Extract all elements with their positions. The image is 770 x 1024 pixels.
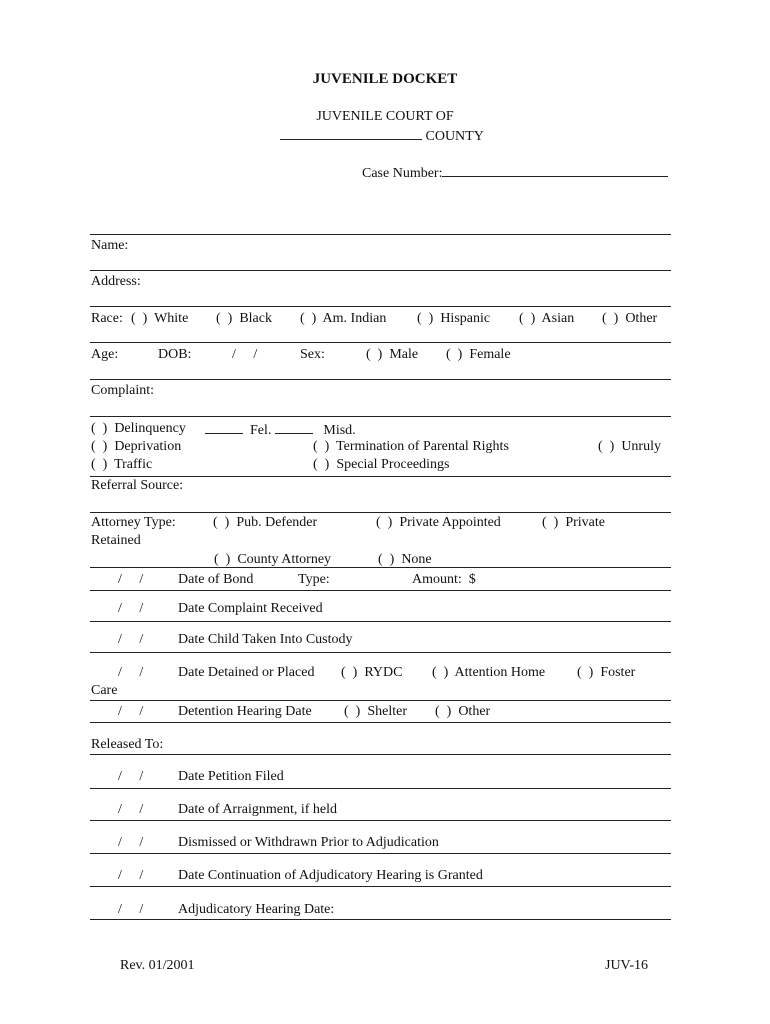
- divider: [90, 512, 671, 513]
- foster-checkbox[interactable]: ( ) Foster: [577, 665, 636, 680]
- sex-label: Sex:: [300, 347, 325, 362]
- bond-date-label: Date of Bond: [178, 572, 254, 587]
- special-proceedings-checkbox[interactable]: ( ) Special Proceedings: [313, 457, 450, 472]
- detention-hearing-label: Detention Hearing Date: [178, 704, 312, 719]
- fel-row: [205, 421, 356, 439]
- complaint-received-label: Date Complaint Received: [178, 601, 323, 616]
- court-line: JUVENILE COURT OF: [316, 109, 454, 124]
- sex-female-checkbox[interactable]: ( ) Female: [446, 347, 511, 362]
- released-to-label: Released To:: [91, 737, 164, 752]
- county-blank[interactable]: [280, 127, 422, 140]
- attorney-type-label: Attorney Type:: [91, 515, 176, 530]
- form-title: JUVENILE DOCKET: [312, 71, 458, 87]
- arraignment-label: Date of Arraignment, if held: [178, 802, 338, 817]
- divider: [90, 234, 671, 235]
- race-am-indian-checkbox[interactable]: ( ) Am. Indian: [300, 311, 387, 326]
- race-black-checkbox[interactable]: ( ) Black: [216, 311, 272, 326]
- divider: [90, 700, 671, 701]
- custody-label: Date Child Taken Into Custody: [178, 632, 353, 647]
- divider: [90, 853, 671, 854]
- address-label: Address:: [91, 274, 141, 289]
- rydc-checkbox[interactable]: ( ) RYDC: [341, 665, 403, 680]
- bond-date[interactable]: / /: [118, 572, 144, 587]
- retained-label: Retained: [91, 533, 141, 548]
- sex-male-checkbox[interactable]: ( ) Male: [366, 347, 419, 362]
- name-label: Name:: [91, 238, 129, 253]
- divider: [90, 722, 671, 723]
- dismissed-date[interactable]: / /: [118, 835, 144, 850]
- delinquency-checkbox[interactable]: ( ) Delinquency: [91, 421, 186, 436]
- delinquency-blank[interactable]: [205, 421, 243, 434]
- race-white-checkbox[interactable]: ( ) White: [131, 311, 189, 326]
- continuation-date[interactable]: / /: [118, 868, 144, 883]
- dob-slashes[interactable]: / /: [232, 347, 258, 362]
- race-hispanic-checkbox[interactable]: ( ) Hispanic: [417, 311, 491, 326]
- divider: [90, 820, 671, 821]
- shelter-checkbox[interactable]: ( ) Shelter: [344, 704, 407, 719]
- divider: [90, 621, 671, 622]
- petition-filed-date[interactable]: / /: [118, 769, 144, 784]
- petition-filed-label: Date Petition Filed: [178, 769, 284, 784]
- custody-date[interactable]: / /: [118, 632, 144, 647]
- divider: [90, 306, 671, 307]
- detained-date[interactable]: / /: [118, 665, 144, 680]
- county-attorney-checkbox[interactable]: ( ) County Attorney: [214, 552, 332, 567]
- bond-type-label: Type:: [298, 572, 330, 587]
- case-number-blank[interactable]: [442, 164, 668, 177]
- divider: [90, 919, 671, 920]
- race-asian-checkbox[interactable]: ( ) Asian: [519, 311, 575, 326]
- detention-hearing-date[interactable]: / /: [118, 704, 144, 719]
- private-appointed-checkbox[interactable]: ( ) Private Appointed: [376, 515, 501, 530]
- pub-defender-checkbox[interactable]: ( ) Pub. Defender: [213, 515, 318, 530]
- form-id-label: JUV-16: [605, 958, 649, 973]
- complaint-received-date[interactable]: / /: [118, 601, 144, 616]
- county-line: [280, 127, 484, 145]
- private-checkbox[interactable]: ( ) Private: [542, 515, 605, 530]
- traffic-checkbox[interactable]: ( ) Traffic: [91, 457, 153, 472]
- race-label: Race:: [91, 311, 123, 326]
- divider: [90, 416, 671, 417]
- misd-label: Misd.: [323, 423, 356, 438]
- termination-checkbox[interactable]: ( ) Termination of Parental Rights: [313, 439, 509, 454]
- fel-blank[interactable]: [275, 421, 313, 434]
- other-checkbox[interactable]: ( ) Other: [435, 704, 491, 719]
- detained-label: Date Detained or Placed: [178, 665, 315, 680]
- attention-home-checkbox[interactable]: ( ) Attention Home: [432, 665, 546, 680]
- divider: [90, 886, 671, 887]
- case-number-label: Case Number:: [362, 166, 443, 181]
- divider: [90, 754, 671, 755]
- complaint-label: Complaint:: [91, 383, 154, 398]
- divider: [90, 476, 671, 477]
- none-checkbox[interactable]: ( ) None: [378, 552, 432, 567]
- divider: [90, 270, 671, 271]
- care-label: Care: [91, 683, 118, 698]
- bond-amount-label: Amount: $: [412, 572, 476, 587]
- race-other-checkbox[interactable]: ( ) Other: [602, 311, 658, 326]
- age-label: Age:: [91, 347, 119, 362]
- divider: [90, 652, 671, 653]
- unruly-checkbox[interactable]: ( ) Unruly: [598, 439, 661, 454]
- divider: [90, 379, 671, 380]
- continuation-label: Date Continuation of Adjudicatory Hearing is Granted: [178, 868, 483, 883]
- fel-label: Fel.: [250, 423, 272, 438]
- dismissed-label: Dismissed or Withdrawn Prior to Adjudication: [178, 835, 439, 850]
- dob-label: DOB:: [158, 347, 192, 362]
- referral-source-label: Referral Source:: [91, 478, 184, 493]
- divider: [90, 788, 671, 789]
- revision-label: Rev. 01/2001: [120, 958, 195, 973]
- adjudicatory-date[interactable]: / /: [118, 902, 144, 917]
- adjudicatory-label: Adjudicatory Hearing Date:: [178, 902, 335, 917]
- county-suffix: COUNTY: [425, 129, 484, 144]
- divider: [90, 590, 671, 591]
- case-number-row: [362, 164, 668, 182]
- arraignment-date[interactable]: / /: [118, 802, 144, 817]
- deprivation-checkbox[interactable]: ( ) Deprivation: [91, 439, 182, 454]
- divider: [90, 342, 671, 343]
